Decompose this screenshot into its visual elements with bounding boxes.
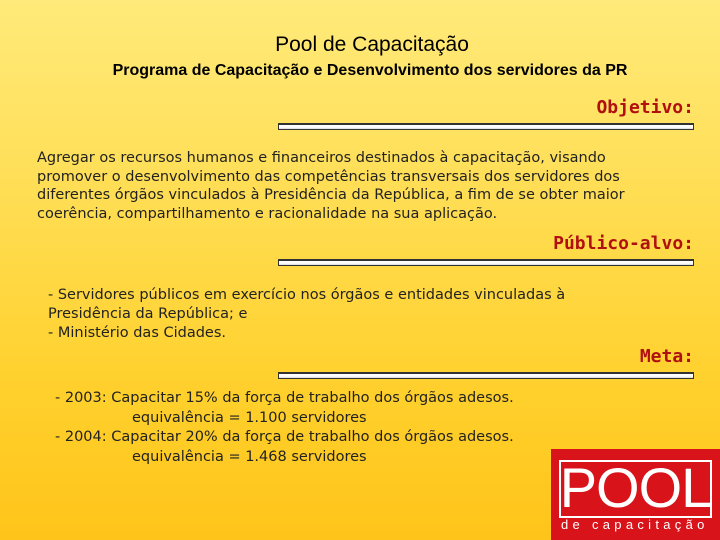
meta-list (55, 389, 615, 467)
meta-item-detail: equivalência = 1.468 servidores (132, 448, 367, 465)
objetivo-line: coerência, compartilhamento e racionalidade na sua aplicação. (37, 205, 498, 222)
meta-item: - 2004: Capacitar 20% da força de trabalho dos órgãos adesos. (55, 429, 514, 445)
meta-heading: Meta: (639, 346, 694, 367)
pool-logo-wordmark: POOL (559, 456, 712, 519)
objetivo-text (37, 149, 707, 223)
publico-alvo-divider (278, 259, 694, 266)
pool-logo-tagline: de capacitação (561, 517, 709, 532)
objetivo-line: Agregar os recursos humanos e financeiros destinados à capacitação, visando (37, 150, 606, 166)
publico-alvo-heading: Público-alvo: (553, 233, 694, 254)
objetivo-line: promover o desenvolvimento das competências transversais dos servidores dos (37, 168, 620, 185)
publico-alvo-text (48, 286, 668, 343)
pool-logo (551, 449, 720, 540)
objetivo-divider (278, 123, 694, 130)
publico-alvo-line: - Ministério das Cidades. (48, 325, 227, 341)
slide-subtitle: Programa de Capacitação e Desenvolvimento dos servidores da PR (112, 62, 628, 79)
objetivo-line: diferentes órgãos vinculados à Presidência da República, a fim de se obter maior (37, 187, 625, 204)
meta-item-detail: equivalência = 1.100 servidores (132, 409, 367, 426)
slide-title: Pool de Capacitação (275, 33, 469, 56)
publico-alvo-line: Presidência da República; e (48, 306, 248, 322)
publico-alvo-line: - Servidores públicos em exercício nos órgãos e entidades vinculadas à (48, 287, 566, 303)
meta-item: - 2003: Capacitar 15% da força de trabalho dos órgãos adesos. (55, 390, 514, 406)
meta-divider (278, 372, 694, 379)
objetivo-heading: Objetivo: (596, 97, 694, 118)
